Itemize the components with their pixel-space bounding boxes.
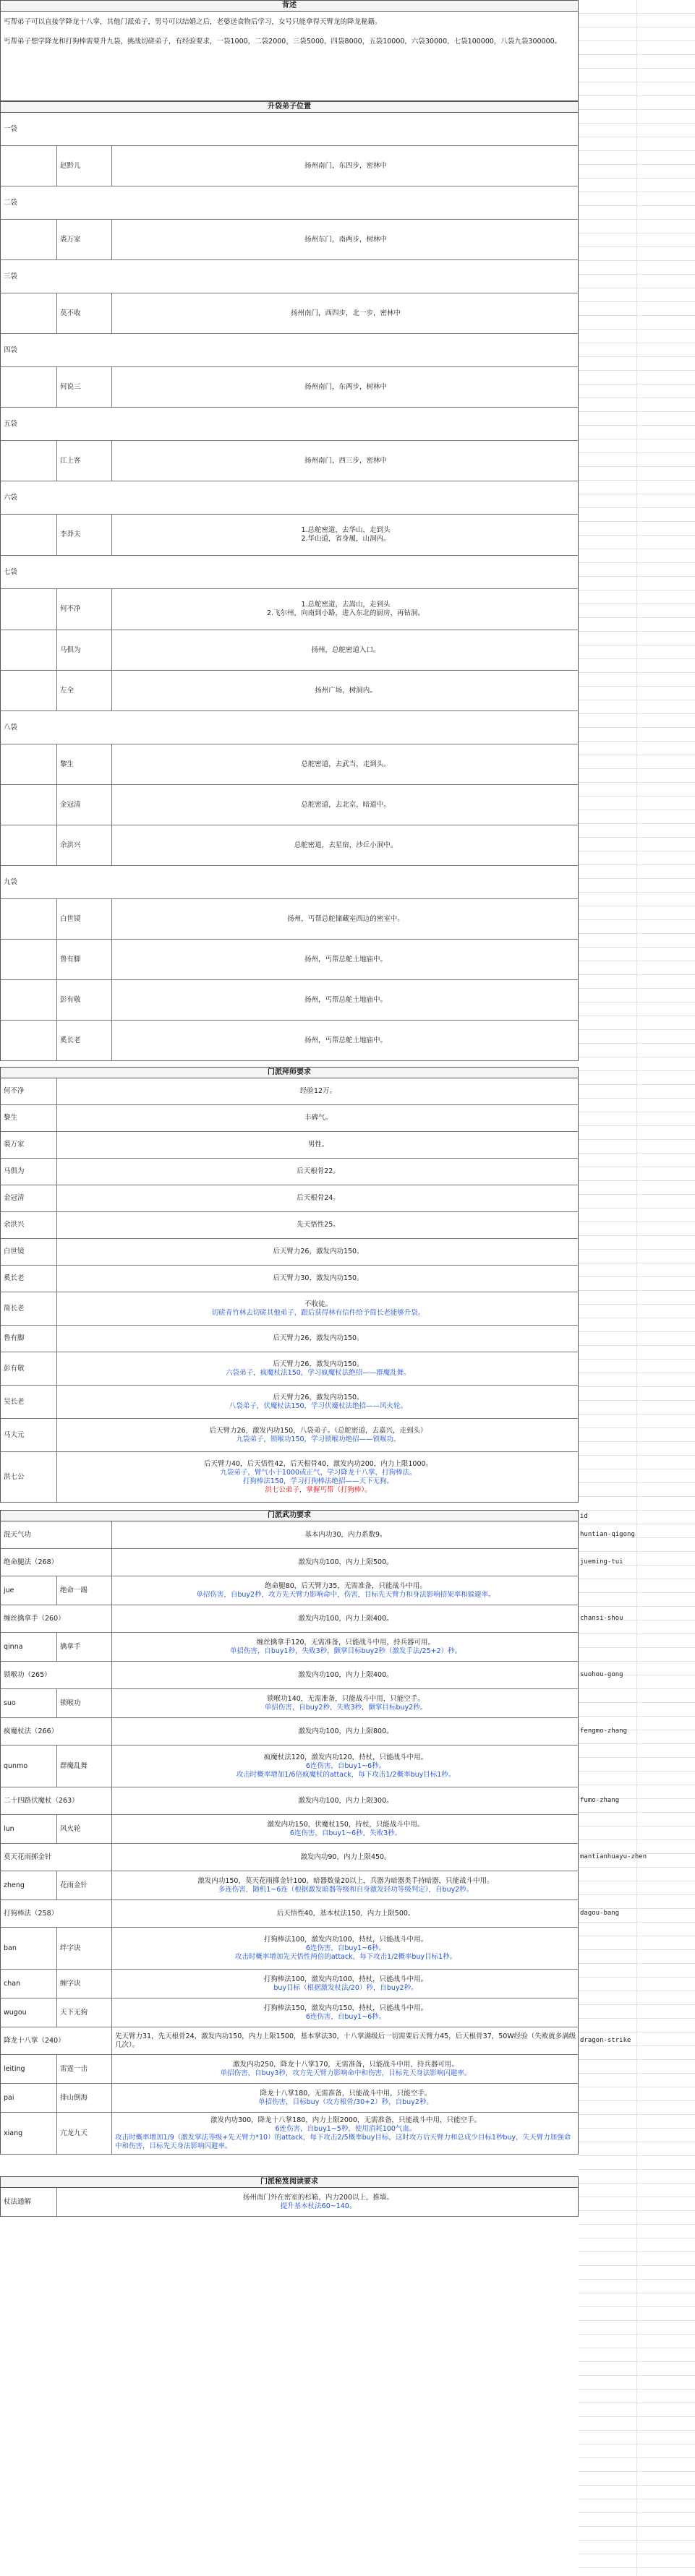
skill-requirement-line: 单招伤害，自buy1秒，失败3秒，颤掌目标buy2秒（激发手法/25+2）秒。 xyxy=(229,1647,462,1655)
background-title: 背述 xyxy=(0,0,579,12)
skill-requirement-line: 打狗棒法150，激发内功150，持杖，只能战斗中用。 xyxy=(263,2004,428,2012)
bag-blank-cell xyxy=(1,589,57,630)
recruit-requirement xyxy=(57,1132,579,1158)
skill-requirement-line: 激发内功100，内力上限500。 xyxy=(298,1558,393,1566)
disciple-name: 裘万家 xyxy=(57,220,112,259)
disciple-name: 左全 xyxy=(57,671,112,710)
disciple-name: 金冠清 xyxy=(57,785,112,825)
bag-header xyxy=(0,408,579,441)
disciple-name: 黎生 xyxy=(57,744,112,784)
disciple-location xyxy=(112,825,579,865)
martial-id-header: id xyxy=(580,1513,588,1520)
skill-requirement-line: 多连伤害，随机1~6连（根据激发暗器等级和自身激发轻功等级判定），自buy2秒。 xyxy=(218,1885,474,1894)
recruit-requirement xyxy=(57,1212,579,1238)
location-line: 2.飞尔州，向南到小路，进入东北的厨房，再钻洞。 xyxy=(266,609,425,617)
background-line-3 xyxy=(4,35,575,48)
bag-header xyxy=(0,186,579,220)
skill-id: suohou-gong xyxy=(580,1671,623,1678)
skill-name: 绝命腿法（268） xyxy=(1,1549,112,1576)
background-text xyxy=(0,12,579,101)
skill-move-name: 绝命一踢 xyxy=(57,1576,112,1605)
martial-row xyxy=(0,1871,579,1900)
requirement-line: 不收徒。 xyxy=(304,1300,332,1308)
skill-requirement-line: 缠丝擒拿手120，无需准备，只能战斗中用，持兵器可用。 xyxy=(256,1638,435,1647)
recruit-requirement xyxy=(57,1419,579,1451)
bag-blank-cell xyxy=(1,671,57,710)
requirement-line: 九袋弟子，锁喉功150，学习锁喉功绝招——锁喉功。 xyxy=(236,1435,401,1443)
skill-id: mantianhuayu-zhen xyxy=(580,1853,647,1860)
location-line: 扬州南门，东两步，树林中 xyxy=(304,382,387,391)
skill-name: 降龙十八掌（240） xyxy=(1,2027,112,2054)
skill-command: wugou xyxy=(1,1998,57,2027)
secret-row xyxy=(0,2188,579,2217)
bag-disciple-row xyxy=(0,630,579,671)
skill-requirement-line: 攻击时概率增加1/6倍疯魔杖的attack，每下攻击1/2概率buy目标1秒。 xyxy=(236,1770,456,1779)
bag-disciple-row xyxy=(0,785,579,825)
bag-disciple-row xyxy=(0,146,579,186)
skill-requirement-line: 疯魔杖法120，激发内功120，持杖，只能战斗中用。 xyxy=(263,1753,428,1761)
disciple-location xyxy=(112,220,579,259)
skill-move-name: 绊字诀 xyxy=(57,1928,112,1969)
skill-name: 打狗棒法（258） xyxy=(1,1900,112,1927)
bag-label: 八袋 xyxy=(4,723,18,731)
skill-command: xiang xyxy=(1,2113,57,2154)
disciple-name: 白世镜 xyxy=(57,899,112,939)
disciple-location xyxy=(112,940,579,979)
bag-label: 六袋 xyxy=(4,493,18,502)
martial-row xyxy=(0,1970,579,1998)
master-name: 奚长老 xyxy=(1,1266,57,1292)
bag-disciple-row xyxy=(0,825,579,866)
location-line: 扬州南门，西四步，北一步，密林中 xyxy=(290,309,401,317)
skill-id: dagou-bang xyxy=(580,1910,620,1917)
skill-id: fengmo-zhang xyxy=(580,1727,628,1735)
bag-blank-cell xyxy=(1,146,57,186)
recruit-requirement xyxy=(57,1386,579,1418)
skill-requirement xyxy=(112,1970,579,1998)
master-name: 何不净 xyxy=(1,1078,57,1104)
skill-requirement-line: 单招伤害，自buy2秒，攻方先天臂力影响命中，伤害，目标先天臂力和身法影响招架率和躲避率。 xyxy=(196,1590,495,1599)
skill-requirement-line: 6连伤害，自buy1~5秒，使用消耗100气血。 xyxy=(275,2124,417,2133)
skill-command: chan xyxy=(1,1970,57,1998)
requirement-line: 后天臂力26，激发内功150。 xyxy=(273,1393,364,1401)
martial-row xyxy=(0,1718,579,1746)
location-line: 1.总舵密道，去嵩山，走到头 xyxy=(301,601,391,609)
recruit-requirement xyxy=(57,1266,579,1292)
bag-disciple-row xyxy=(0,441,579,481)
skill-requirement-line: 激发内功90，内力上限450。 xyxy=(300,1852,391,1861)
master-name: 简长老 xyxy=(1,1292,57,1325)
location-line: 扬州东门，南两步，树林中 xyxy=(304,235,387,244)
skill-command: leiting xyxy=(1,2055,57,2083)
skill-requirement xyxy=(112,1605,579,1632)
disciple-location xyxy=(112,899,579,939)
skill-requirement-line: buy目标（根据激发杖法/20）秒，自buy2秒。 xyxy=(273,1983,418,1992)
bag-label: 七袋 xyxy=(4,567,18,576)
bag-label: 三袋 xyxy=(4,272,18,280)
skill-requirement xyxy=(112,1662,579,1688)
disciple-location xyxy=(112,293,579,333)
location-line: 1.总舵密道，去华山，走到头 xyxy=(301,526,391,534)
martial-row xyxy=(0,1844,579,1871)
skill-requirement-line: 激发内功300，降龙十八掌180，内力上限2000，无需准备，只能战斗中用，只能空手。 xyxy=(210,2116,481,2124)
bag-blank-cell xyxy=(1,293,57,333)
location-line: 总舵密道，去武当，走到头。 xyxy=(301,760,391,768)
recruit-row xyxy=(0,1352,579,1386)
recruit-row xyxy=(0,1239,579,1266)
skill-command: zheng xyxy=(1,1871,57,1899)
skill-command: qinna xyxy=(1,1633,57,1661)
bag-label: 四袋 xyxy=(4,345,18,354)
disciple-location xyxy=(112,367,579,407)
bag-label: 五袋 xyxy=(4,419,18,428)
master-name: 金冠清 xyxy=(1,1185,57,1211)
martial-row xyxy=(0,1900,579,1928)
recruit-row xyxy=(0,1292,579,1326)
martial-row xyxy=(0,1689,579,1718)
recruit-requirement xyxy=(57,1078,579,1104)
recruit-requirement xyxy=(57,1239,579,1265)
recruit-requirement xyxy=(57,1292,579,1325)
bag-label: 二袋 xyxy=(4,198,18,207)
skill-move-name: 雷霆一击 xyxy=(57,2055,112,2083)
skill-move-name: 花雨金针 xyxy=(57,1871,112,1899)
grid-column-line xyxy=(636,0,637,2576)
recruit-row xyxy=(0,1185,579,1212)
bag-disciple-row xyxy=(0,940,579,980)
skill-move-name: 锁喉功 xyxy=(57,1689,112,1717)
requirement-line: 经验12万。 xyxy=(299,1087,337,1095)
skill-requirement-line: 6连伤害，自buy1~6秒。 xyxy=(305,1944,386,1952)
skill-id: chansi-shou xyxy=(580,1615,623,1622)
skill-requirement xyxy=(112,1576,579,1605)
skill-command: ban xyxy=(1,1928,57,1969)
master-name: 马大元 xyxy=(1,1419,57,1451)
disciple-name: 李莽夫 xyxy=(57,515,112,555)
requirement-line: 后天臂力26，激发内功150。 xyxy=(273,1248,364,1255)
bag-blank-cell xyxy=(1,367,57,407)
requirement-line: 后天臂力26，激发内功150，八袋弟子。（总舵密道，去嘉兴，走到头） xyxy=(209,1426,427,1435)
skill-command: qunmo xyxy=(1,1746,57,1787)
bag-blank-cell xyxy=(1,515,57,555)
recruit-row xyxy=(0,1419,579,1452)
requirement-line: 六袋弟子，疯魔杖法150，学习疯魔杖法绝招——群魔乱舞。 xyxy=(226,1368,411,1377)
recruit-row xyxy=(0,1132,579,1159)
disciple-name: 奚长老 xyxy=(57,1021,112,1060)
skill-requirement-line: 绝命腿80，后天臂力35，无需准备，只能战斗中用。 xyxy=(265,1581,427,1590)
recruit-row xyxy=(0,1159,579,1185)
recruit-requirement xyxy=(57,1326,579,1352)
bag-header xyxy=(0,334,579,367)
recruit-requirement xyxy=(57,1185,579,1211)
bag-header xyxy=(0,866,579,899)
bag-header xyxy=(0,711,579,744)
skill-requirement-line: 6连伤害，自buy1~6秒，失败3秒。 xyxy=(289,1829,402,1837)
disciple-location xyxy=(112,630,579,670)
skill-command: jue xyxy=(1,1576,57,1605)
skill-name: 混天气功 xyxy=(1,1521,112,1548)
martial-row xyxy=(0,1746,579,1787)
bag-disciple-row xyxy=(0,367,579,408)
disciple-name: 彭有敬 xyxy=(57,980,112,1020)
skill-requirement-line: 激发内功150，伏魔杖150，持杖，只能战斗中用。 xyxy=(267,1820,425,1829)
skill-command: suo xyxy=(1,1689,57,1717)
bag-blank-cell xyxy=(1,220,57,259)
skill-move-name: 擒拿手 xyxy=(57,1633,112,1661)
location-line: 扬州，丐帮总舵储藏室西边的密室中。 xyxy=(287,914,404,923)
bag-disciple-row xyxy=(0,589,579,630)
skill-requirement-line: 激发内功100，内力上限800。 xyxy=(298,1727,393,1735)
bag-disciple-row xyxy=(0,293,579,334)
disciple-location xyxy=(112,146,579,186)
location-line: 2.华山道，省身履，山洞内。 xyxy=(301,535,391,543)
skill-requirement xyxy=(112,1689,579,1717)
disciple-name: 鲁有脚 xyxy=(57,940,112,979)
bag-blank-cell xyxy=(1,825,57,865)
master-name: 吴长老 xyxy=(1,1386,57,1418)
requirement-line: 后天臂力30，激发内功150。 xyxy=(273,1274,364,1282)
skill-requirement xyxy=(112,1718,579,1745)
martial-row xyxy=(0,1605,579,1633)
background-line-3-text: 丐帮弟子想学降龙和打狗棒需要升九袋，挑战切磋弟子，有经验要求，一袋1000，二袋2000，三袋5000，四袋8000，五袋10000，六袋30000，七袋100000，八袋九袋300000。 xyxy=(4,38,562,46)
recruit-title: 门派拜师要求 xyxy=(0,1067,579,1078)
skill-requirement xyxy=(112,2027,579,2054)
skill-requirement xyxy=(112,1746,579,1787)
upgrade-title: 升袋弟子位置 xyxy=(0,101,579,113)
skill-requirement xyxy=(112,1815,579,1843)
skill-name: 缠丝擒拿手（260） xyxy=(1,1605,112,1632)
recruit-requirement xyxy=(57,1159,579,1185)
location-line: 总舵密道，去星宿，沙丘小洞中。 xyxy=(294,841,398,849)
skill-requirement-line: 后天悟性40，基本杖法150，内力上限500。 xyxy=(276,1909,415,1918)
disciple-name: 江上客 xyxy=(57,441,112,481)
martial-row xyxy=(0,2027,579,2055)
skill-name: 莫天花雨掷金针 xyxy=(1,1844,112,1871)
location-line: 扬州南门，东四步，密林中 xyxy=(304,161,387,170)
skill-requirement-line: 单招伤害，自buy2秒，失败3秒，颤掌目标buy2秒。 xyxy=(264,1703,427,1712)
skill-requirement-line: 基本内功30，内力系数9。 xyxy=(304,1530,387,1539)
martial-row xyxy=(0,1662,579,1689)
recruit-requirement xyxy=(57,1105,579,1131)
bag-blank-cell xyxy=(1,630,57,670)
skill-requirement xyxy=(112,1998,579,2027)
disciple-location xyxy=(112,980,579,1020)
background-line-1: 丐帮弟子可以直接学降龙十八掌，其他门派弟子，男号可以结婚之后，老婆送食物后学习，女号只能拿得天臂龙的降龙秘籍。 xyxy=(4,18,382,26)
bag-blank-cell xyxy=(1,441,57,481)
skill-requirement xyxy=(112,1928,579,1969)
martial-row xyxy=(0,1633,579,1662)
master-name: 黎生 xyxy=(1,1105,57,1131)
bag-disciple-row xyxy=(0,1021,579,1061)
recruit-row xyxy=(0,1326,579,1352)
skill-requirement-line: 打狗棒法100，激发内功100，持杖，只能战斗中用。 xyxy=(263,1935,428,1944)
location-line: 扬州，丐帮总舵土地庙中。 xyxy=(304,1036,387,1044)
skill-requirement-line: 6连伤害，自buy1~6秒。 xyxy=(305,2012,386,2021)
skill-requirement xyxy=(112,2113,579,2154)
skill-requirement xyxy=(112,1549,579,1576)
disciple-name: 赵黔儿 xyxy=(57,146,112,186)
skill-requirement xyxy=(112,2055,579,2083)
location-line: 扬州，总舵密道入口。 xyxy=(311,645,380,654)
requirement-line: 洪七公弟子，掌握丐帮（打狗棒）。 xyxy=(265,1485,372,1494)
skill-requirement-line: 攻击时概率增加先天悟性两倍的attack，每下攻击1/2概率buy目标1秒。 xyxy=(234,1952,457,1961)
skill-requirement-line: 激发内功100，内力上限400。 xyxy=(298,1670,393,1679)
secret-book-name: 杖法通解 xyxy=(1,2188,57,2216)
bag-disciple-row xyxy=(0,899,579,940)
recruit-row xyxy=(0,1212,579,1239)
disciple-location xyxy=(112,785,579,825)
recruit-row xyxy=(0,1105,579,1132)
disciple-name: 何说三 xyxy=(57,367,112,407)
bag-label: 九袋 xyxy=(4,877,18,886)
disciple-name: 马俱为 xyxy=(57,630,112,670)
requirement-line: 后天根骨22。 xyxy=(297,1167,340,1175)
disciple-name: 余洪兴 xyxy=(57,825,112,865)
location-line: 扬州，丐帮总舵土地庙中。 xyxy=(304,955,387,963)
master-name: 余洪兴 xyxy=(1,1212,57,1238)
requirement-line: 丰碑气。 xyxy=(304,1114,332,1122)
bag-disciple-row xyxy=(0,980,579,1021)
martial-row xyxy=(0,1787,579,1815)
bag-blank-cell xyxy=(1,785,57,825)
bag-disciple-row xyxy=(0,671,579,711)
location-line: 扬州南门，西三步，密林中 xyxy=(304,456,387,465)
disciple-location xyxy=(112,441,579,481)
skill-id: huntian-qigong xyxy=(580,1531,635,1538)
bag-disciple-row xyxy=(0,744,579,785)
disciple-location xyxy=(112,1021,579,1060)
requirement-line: 八袋弟子，伏魔杖法150，学习伏魔杖法绝招——风火轮。 xyxy=(229,1401,408,1410)
bag-label: 一袋 xyxy=(4,124,18,133)
recruit-row xyxy=(0,1386,579,1419)
skill-name: 二十四路伏魔杖（263） xyxy=(1,1787,112,1814)
requirement-line: 后天臂力40，后天悟性42，后天根骨40，激发内功200，内力上限1000。 xyxy=(203,1459,433,1468)
skill-command: pai xyxy=(1,2084,57,2112)
skill-requirement-line: 降龙十八掌180，无需准备，只能战斗中用，只能空手。 xyxy=(260,2089,432,2098)
recruit-row xyxy=(0,1078,579,1105)
skill-requirement xyxy=(112,1521,579,1548)
location-line: 扬州，丐帮总舵土地庙中。 xyxy=(304,995,387,1004)
skill-requirement-line: 锁喉功140，无需准备，只能战斗中用，只能空手。 xyxy=(267,1694,425,1703)
requirement-line: 男性。 xyxy=(307,1141,329,1149)
skill-requirement-line: 攻击时概率增加1/9（激发掌法等级+先天臂力*10）的attack，每下攻击2/5概率buy目标，这时攻方后天臂力和总成少目标1秒buy，失天臂力加强命中和伤害，目标先天身法影响闪避率。 xyxy=(115,2133,571,2150)
martial-row xyxy=(0,1549,579,1576)
martial-row xyxy=(0,2113,579,2155)
skill-requirement-line: 6连伤害，自buy1~6秒。 xyxy=(305,1761,386,1770)
disciple-location xyxy=(112,589,579,630)
skill-requirement xyxy=(112,1900,579,1927)
skill-requirement xyxy=(112,1871,579,1899)
skill-command: lun xyxy=(1,1815,57,1843)
martial-row xyxy=(0,1928,579,1970)
martial-title: 门派武功要求 xyxy=(0,1510,579,1521)
martial-row xyxy=(0,2084,579,2113)
skill-move-name: 天下无狗 xyxy=(57,1998,112,2027)
secret-requirement-line: 扬州南门外在密室的杉箱，内力200以上，推墙。 xyxy=(242,2193,394,2202)
skill-requirement-line: 激发内功150，莫天花雨掷金针100，暗器数量20以上，兵器为暗器类手持暗器，只能战斗中用。 xyxy=(197,1876,494,1885)
disciple-name: 何不净 xyxy=(57,589,112,630)
bag-header xyxy=(0,260,579,293)
bag-blank-cell xyxy=(1,899,57,939)
skill-move-name: 亢龙九天 xyxy=(57,2113,112,2154)
skill-requirement xyxy=(112,1633,579,1661)
skill-id: fumo-zhang xyxy=(580,1797,620,1804)
bag-disciple-row xyxy=(0,515,579,556)
skill-requirement-line: 单招伤害，目标buy（攻方根骨/30+2）秒，自buy2秒。 xyxy=(258,2098,433,2106)
disciple-name: 莫不收 xyxy=(57,293,112,333)
martial-row xyxy=(0,2055,579,2084)
requirement-line: 打狗棒法150，学习打狗棒法绝招——天下无狗。 xyxy=(242,1477,394,1485)
master-name: 鲁有脚 xyxy=(1,1326,57,1352)
skill-requirement-line: 激发内功250，降龙十八掌170，无需准备，只能战斗中用，持兵器可用。 xyxy=(233,2060,459,2069)
recruit-row xyxy=(0,1452,579,1503)
skill-requirement-line: 激发内功100，内力上限300。 xyxy=(298,1796,393,1805)
skill-requirement xyxy=(112,1844,579,1871)
requirement-line: 后天臂力26，激发内功150。 xyxy=(273,1334,364,1342)
master-name: 马俱为 xyxy=(1,1159,57,1185)
disciple-location xyxy=(112,515,579,555)
secret-title: 门派秘笈阅读要求 xyxy=(0,2176,579,2188)
skill-move-name: 排山倒海 xyxy=(57,2084,112,2112)
skill-requirement-line: 打狗棒法100，激发内功100，持杖，只能战斗中用。 xyxy=(263,1975,428,1983)
martial-row xyxy=(0,1576,579,1605)
bag-disciple-row xyxy=(0,220,579,260)
martial-row xyxy=(0,1815,579,1844)
recruit-row xyxy=(0,1266,579,1292)
bag-header xyxy=(0,481,579,515)
master-name: 裘万家 xyxy=(1,1132,57,1158)
bag-header xyxy=(0,113,579,146)
bag-blank-cell xyxy=(1,1021,57,1060)
requirement-line: 先天悟性25。 xyxy=(297,1221,340,1229)
recruit-requirement xyxy=(57,1452,579,1502)
disciple-location xyxy=(112,744,579,784)
skill-requirement-line: 先天臂力31，先天根骨24，激发内功150，内力上限1500，基本掌法30，十八掌满级后一切需要后天臂力45，后天根骨37，50W经验（失败就多满级几次）。 xyxy=(115,2032,576,2049)
martial-row xyxy=(0,1521,579,1549)
requirement-line: 九袋弟子，臂气小于1000或正气，学习降龙十八掌，打狗棒法。 xyxy=(220,1468,417,1477)
secret-requirement xyxy=(57,2188,579,2216)
requirement-line: 切磋青竹林去切磋其他弟子，跟后获得林有信件给予简长老能够升袋。 xyxy=(211,1308,425,1317)
skill-id: jueming-tui xyxy=(580,1558,623,1566)
bag-blank-cell xyxy=(1,940,57,979)
bag-blank-cell xyxy=(1,980,57,1020)
skill-move-name: 缠字诀 xyxy=(57,1970,112,1998)
requirement-line: 后天根骨24。 xyxy=(297,1194,340,1202)
master-name: 彭有敬 xyxy=(1,1352,57,1385)
skill-move-name: 风火轮 xyxy=(57,1815,112,1843)
skill-requirement xyxy=(112,2084,579,2112)
skill-name: 疯魔杖法（266） xyxy=(1,1718,112,1745)
skill-name: 锁喉功（265） xyxy=(1,1662,112,1688)
disciple-location xyxy=(112,671,579,710)
skill-requirement xyxy=(112,1787,579,1814)
skill-requirement-line: 激发内功100，内力上限400。 xyxy=(298,1614,393,1623)
location-line: 扬州广场，树洞内。 xyxy=(315,686,377,695)
requirement-line: 后天臂力26，激发内功150。 xyxy=(273,1360,364,1368)
skill-move-name: 群魔乱舞 xyxy=(57,1746,112,1787)
skill-id: dragon-strike xyxy=(580,2037,631,2044)
location-line: 总舵密道，去北京，暗道中。 xyxy=(301,800,391,809)
recruit-requirement xyxy=(57,1352,579,1385)
secret-requirement-line: 提升基本杖法60~140。 xyxy=(280,2202,357,2210)
master-name: 洪七公 xyxy=(1,1452,57,1502)
bag-blank-cell xyxy=(1,744,57,784)
bag-header xyxy=(0,556,579,589)
skill-requirement-line: 单招伤害，自buy3秒，攻方先天臂力影响命中和伤害，目标先天身法影响闪避率。 xyxy=(220,2069,472,2077)
master-name: 白世镜 xyxy=(1,1239,57,1265)
martial-row xyxy=(0,1998,579,2027)
